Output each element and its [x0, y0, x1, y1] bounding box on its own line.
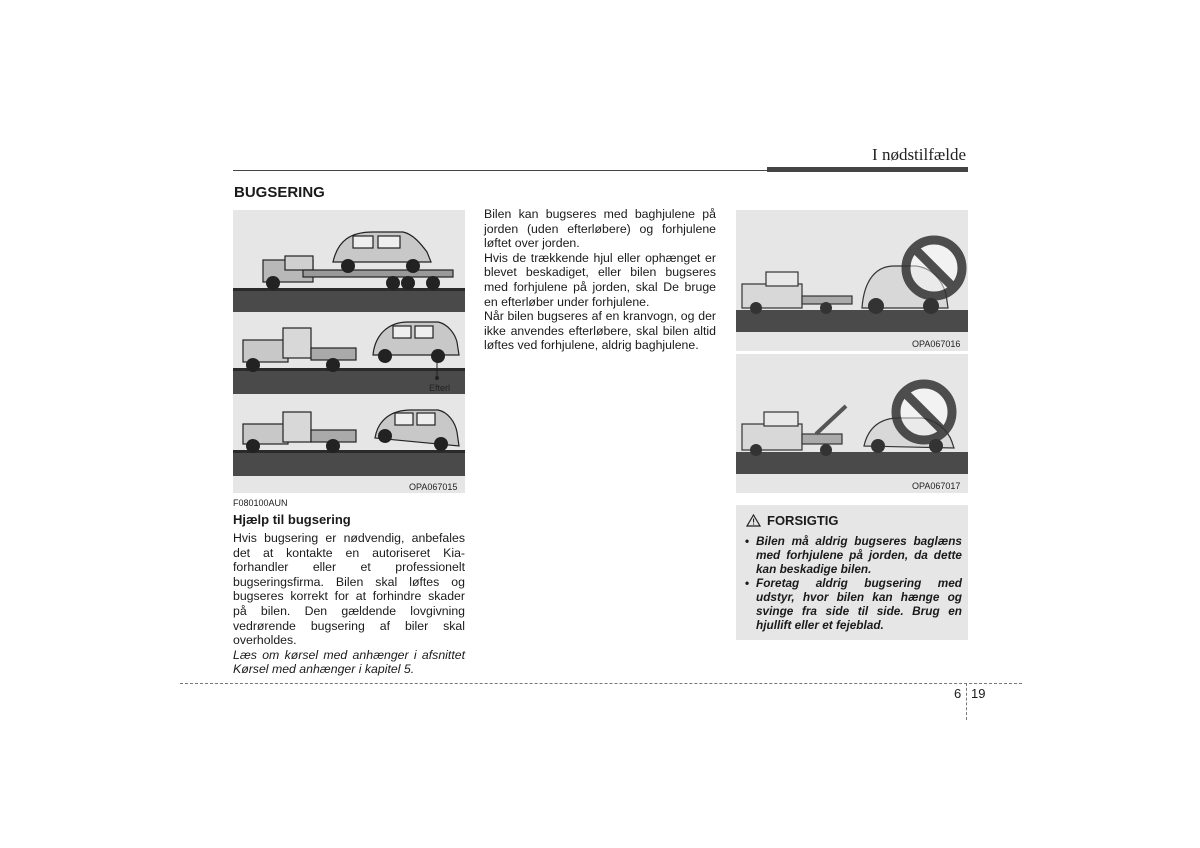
caution-list — [742, 534, 962, 632]
body-paragraph: Hvis bugsering er nødvendig, anbefales det at kontakte en autoriseret Kia-forhandler eller et professionelt bugseringsfirma. Bilen skal løftes og bugseres korrekt for at forhindre skader på bilen. Den gældende lovgivning vedrørende bugsering af biler skal overholdes. — [233, 531, 465, 648]
page-number: 19 — [971, 686, 986, 701]
left-column-text — [233, 531, 465, 677]
section-code: F080100AUN — [233, 498, 288, 508]
footer-divider — [966, 683, 967, 720]
figure-code: OPA067016 — [912, 339, 961, 349]
caution-item: • Bilen må aldrig bugseres baglæns med forhjulene på jorden, da dette kan beskadige bilen. — [742, 534, 962, 576]
footer-rule — [180, 683, 1022, 684]
header-rule — [233, 170, 767, 171]
figure-code: OPA067015 — [409, 482, 458, 492]
prohibited-towing-figure-1 — [736, 210, 968, 351]
chapter-number: 6 — [954, 686, 962, 701]
caution-heading — [746, 513, 839, 528]
prohibited-towing-illustration-2 — [736, 354, 968, 493]
warning-icon — [746, 514, 761, 527]
header-rule-accent — [767, 167, 968, 172]
prohibited-towing-figure-2 — [736, 354, 968, 493]
caution-box — [736, 505, 968, 640]
prohibited-sign — [906, 240, 962, 296]
body-paragraph: Når bilen bugseres af en kranvogn, og der ikke anvendes efterløbere, skal bilen altid løftes ved forhjulene, aldrig baghjulene. — [484, 309, 716, 353]
caution-item: • Foretag aldrig bugsering med udstyr, hvor bilen kan hænge og svinge fra side til side. Brug en hjullift eller et fejeblad. — [742, 576, 962, 632]
towing-illustration — [233, 210, 465, 493]
caution-title: FORSIGTIG — [767, 513, 839, 528]
chapter-header-title: I nødstilfælde — [872, 145, 966, 164]
section-title: BUGSERING — [234, 184, 325, 201]
prohibited-sign — [896, 384, 952, 440]
middle-column-text — [484, 207, 716, 353]
figure-code: OPA067017 — [912, 481, 961, 491]
prohibited-towing-illustration-1 — [736, 210, 968, 351]
efterloeber-label: Efterl — [429, 383, 451, 393]
body-paragraph: Hvis de trækkende hjul eller ophænget er blevet beskadiget, eller bilen bugseres med forhjulene på jorden, skal De bruge en efterløber under forhjulene. — [484, 250, 716, 309]
subsection-title: Hjælp til bugsering — [233, 512, 351, 527]
body-paragraph: Bilen kan bugseres med baghjulene på jorden (uden efterløbere) og forhjulene løftet over jorden. — [484, 207, 716, 251]
towing-methods-figure — [233, 210, 465, 493]
note-paragraph: Læs om kørsel med anhænger i afsnittet Kørsel med anhænger i kapitel 5. — [233, 647, 465, 677]
